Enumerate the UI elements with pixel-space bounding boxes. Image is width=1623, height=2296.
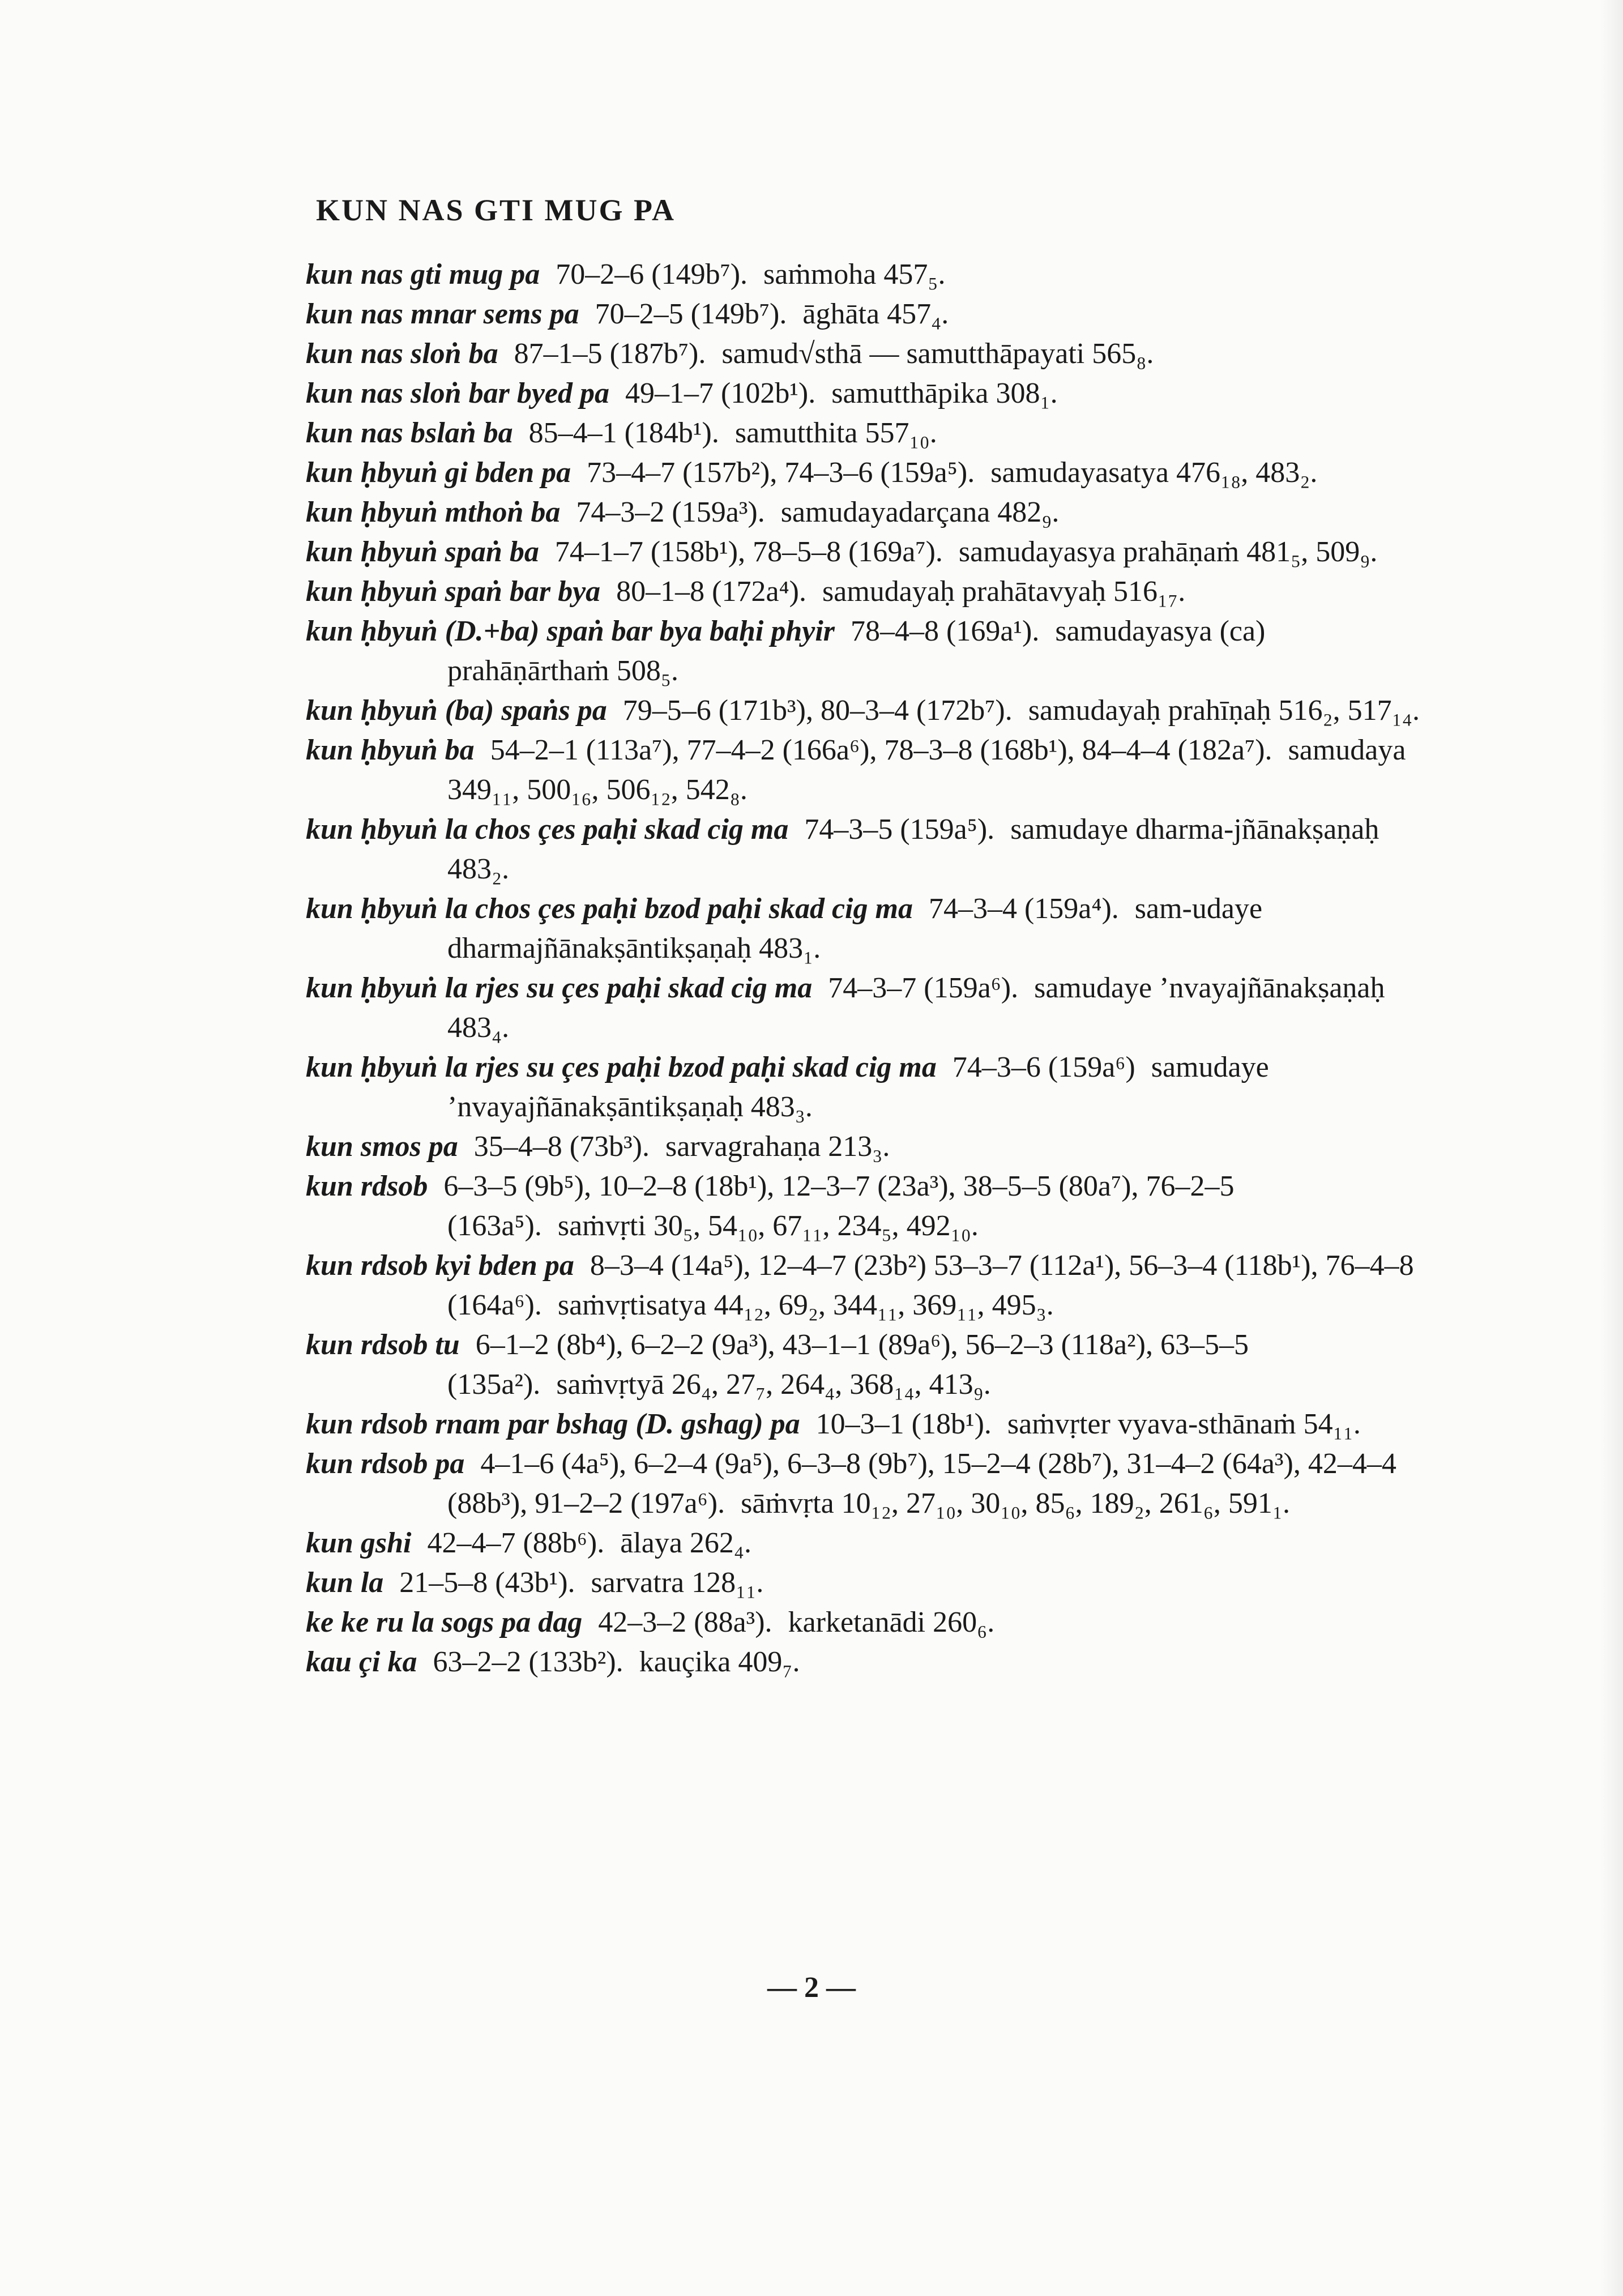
entry-sanskrit: sarvatra 128₁₁. xyxy=(591,1567,764,1599)
entry-references: 10–3–1 (18b¹). xyxy=(815,1408,992,1440)
entry-headword: kun rdsob pa xyxy=(306,1448,465,1480)
entry-headword: kun ḥbyuṅ la chos çes paḥi bzod paḥi skad cig ma xyxy=(306,893,913,925)
entry-references: 73–4–7 (157b²), 74–3–6 (159a⁵). xyxy=(587,456,975,489)
entry-references: 70–2–5 (149b⁷). xyxy=(595,298,787,330)
dictionary-entry xyxy=(306,374,1427,413)
entry-headword: kun ḥbyuṅ la rjes su çes paḥi bzod paḥi skad cig ma xyxy=(306,1051,937,1083)
entry-sanskrit: saṁvṛter vyava-sthānaṁ 54₁₁. xyxy=(1007,1408,1361,1440)
entry-references: 21–5–8 (43b¹). xyxy=(399,1567,575,1599)
entry-references: 74–3–5 (159a⁵). xyxy=(804,813,995,846)
entry-references: 74–3–4 (159a⁴). xyxy=(928,893,1119,925)
entry-sanskrit: saṁvṛti 30₅, 54₁₀, 67₁₁, 234₅, 492₁₀. xyxy=(557,1210,979,1242)
entry-sanskrit: samudaye ’nvayajñānakṣaṇaḥ 483₄. xyxy=(447,972,1385,1044)
dictionary-entry xyxy=(306,1405,1427,1444)
entry-references: 42–3–2 (88a³). xyxy=(598,1606,772,1638)
dictionary-entry xyxy=(306,453,1427,493)
dictionary-entry xyxy=(306,413,1427,453)
entry-references: 74–3–2 (159a³). xyxy=(576,496,765,528)
entry-sanskrit: samudayadarçana 482₉. xyxy=(780,496,1060,528)
dictionary-entry xyxy=(306,731,1427,810)
page-number: — 2 — xyxy=(767,1971,856,2004)
entry-headword: kun ḥbyuṅ (ba) spaṅs pa xyxy=(306,694,607,727)
entry-references: 6–1–2 (8b⁴), 6–2–2 (9a³), 43–1–1 (89a⁶), 56–2–3 (118a²), 63–5–5 (135a²). xyxy=(447,1329,1249,1401)
entry-sanskrit: āghāta 457₄. xyxy=(802,298,949,330)
entry-references: 54–2–1 (113a⁷), 77–4–2 (166a⁶), 78–3–8 (168b¹), 84–4–4 (182a⁷). xyxy=(490,734,1272,766)
entry-sanskrit: saṁvṛtisatya 44₁₂, 69₂, 344₁₁, 369₁₁, 495₃. xyxy=(557,1289,1054,1321)
entry-headword: kun rdsob rnam par bshag (D. gshag) pa xyxy=(306,1408,800,1440)
entry-headword: kun rdsob kyi bden pa xyxy=(306,1249,574,1282)
dictionary-entry xyxy=(306,691,1427,731)
entry-references: 74–1–7 (158b¹), 78–5–8 (169a⁷). xyxy=(554,536,943,568)
entry-sanskrit: samudayaḥ prahīṇaḥ 516₂, 517₁₄. xyxy=(1028,694,1420,727)
entry-sanskrit: samudaya 349₁₁, 500₁₆, 506₁₂, 542₈. xyxy=(447,734,1406,806)
entry-headword: kau çi ka xyxy=(306,1646,417,1678)
entry-headword: kun ḥbyuṅ (D.+ba) spaṅ bar bya baḥi phyir xyxy=(306,615,835,647)
entry-references: 80–1–8 (172a⁴). xyxy=(616,575,806,608)
entry-sanskrit: samudayaḥ prahātavyaḥ 516₁₇. xyxy=(822,575,1186,608)
entry-headword: kun ḥbyuṅ la rjes su çes paḥi skad cig ma xyxy=(306,972,813,1004)
entry-sanskrit: samutthita 557₁₀. xyxy=(734,417,937,449)
dictionary-entry xyxy=(306,968,1427,1048)
dictionary-entry xyxy=(306,1523,1427,1563)
entry-references: 63–2–2 (133b²). xyxy=(433,1646,623,1678)
entry-sanskrit: samudayasatya 476₁₈, 483₂. xyxy=(990,456,1318,489)
entry-sanskrit: samudaye dharma-jñānakṣaṇaḥ 483₂. xyxy=(447,813,1379,885)
entry-headword: kun ḥbyuṅ spaṅ bar bya xyxy=(306,575,601,608)
dictionary-entry xyxy=(306,1127,1427,1167)
entry-references: 74–3–6 (159a⁶) xyxy=(952,1051,1135,1083)
entry-sanskrit: samudaye ’nvayajñānakṣāntikṣaṇaḥ 483₃. xyxy=(447,1051,1269,1123)
entry-headword: kun rdsob xyxy=(306,1170,428,1202)
dictionary-entry xyxy=(306,810,1427,889)
entry-references: 42–4–7 (88b⁶). xyxy=(427,1527,605,1559)
entry-references: 79–5–6 (171b³), 80–3–4 (172b⁷). xyxy=(622,694,1013,727)
entry-sanskrit: samud√sthā — samutthāpayati 565₈. xyxy=(721,338,1154,370)
dictionary-entry xyxy=(306,1642,1427,1682)
dictionary-entry xyxy=(306,1167,1427,1246)
entry-references: 8–3–4 (14a⁵), 12–4–7 (23b²) 53–3–7 (112a¹), 56–3–4 (118b¹), 76–4–8 (164a⁶). xyxy=(447,1249,1414,1321)
entry-sanskrit: sāṁvṛta 10₁₂, 27₁₀, 30₁₀, 85₆, 189₂, 261₆, 591₁. xyxy=(741,1487,1290,1520)
dictionary-entry xyxy=(306,1246,1427,1325)
entry-headword: kun nas bslaṅ ba xyxy=(306,417,513,449)
dictionary-entry xyxy=(306,889,1427,968)
entry-references: 85–4–1 (184b¹). xyxy=(528,417,719,449)
entry-headword: kun smos pa xyxy=(306,1130,458,1163)
entry-references: 49–1–7 (102b¹). xyxy=(625,377,816,409)
dictionary-entry xyxy=(306,572,1427,612)
entry-headword: kun ḥbyuṅ ba xyxy=(306,734,475,766)
entry-headword: kun rdsob tu xyxy=(306,1329,460,1361)
entry-sanskrit: samutthāpika 308₁. xyxy=(831,377,1058,409)
dictionary-entry xyxy=(306,532,1427,572)
entry-headword: kun ḥbyuṅ la chos çes paḥi skad cig ma xyxy=(306,813,789,846)
entry-sanskrit: saṁmoha 457₅. xyxy=(763,258,946,291)
entry-references: 87–1–5 (187b⁷). xyxy=(514,338,706,370)
dictionary-entry xyxy=(306,612,1427,691)
dictionary-entry xyxy=(306,1048,1427,1127)
dictionary-entry xyxy=(306,334,1427,374)
entry-headword: kun gshi xyxy=(306,1527,412,1559)
entry-references: 35–4–8 (73b³). xyxy=(473,1130,650,1163)
dictionary-entry xyxy=(306,255,1427,295)
entry-sanskrit: karketanādi 260₆. xyxy=(788,1606,995,1638)
dictionary-entry xyxy=(306,1603,1427,1642)
entry-headword: kun ḥbyuṅ gi bden pa xyxy=(306,456,571,489)
entry-headword: kun ḥbyuṅ spaṅ ba xyxy=(306,536,539,568)
entry-sanskrit: saṁvṛtyā 26₄, 27₇, 264₄, 368₁₄, 413₉. xyxy=(556,1368,991,1401)
entry-headword: kun nas sloṅ ba xyxy=(306,338,498,370)
entry-sanskrit: samudayasya (ca) prahāṇārthaṁ 508₅. xyxy=(447,615,1266,687)
dictionary-entry xyxy=(306,1563,1427,1603)
entry-headword: ke ke ru la sogs pa dag xyxy=(306,1606,583,1638)
entry-sanskrit: sam-udaye dharmajñānakṣāntikṣaṇaḥ 483₁. xyxy=(447,893,1263,965)
entry-headword: kun ḥbyuṅ mthoṅ ba xyxy=(306,496,561,528)
entry-references: 74–3–7 (159a⁶). xyxy=(828,972,1019,1004)
entry-sanskrit: ālaya 262₄. xyxy=(620,1527,752,1559)
entry-references: 4–1–6 (4a⁵), 6–2–4 (9a⁵), 6–3–8 (9b⁷), 15–2–4 (28b⁷), 31–4–2 (64a³), 42–4–4 (88b³), 91–2–2 (197a⁶). xyxy=(447,1448,1396,1520)
scan-edge-shadow xyxy=(1600,0,1623,2296)
dictionary-entry xyxy=(306,493,1427,532)
entry-list xyxy=(306,255,1427,1682)
entry-sanskrit: sarvagrahaṇa 213₃. xyxy=(665,1130,890,1163)
dictionary-entry xyxy=(306,295,1427,334)
entry-sanskrit: samudayasya prahāṇaṁ 481₅, 509₉. xyxy=(958,536,1378,568)
dictionary-entry xyxy=(306,1444,1427,1523)
page-content xyxy=(306,193,1427,1682)
entry-headword: kun nas mnar sems pa xyxy=(306,298,579,330)
page-header: KUN NAS GTI MUG PA xyxy=(316,193,676,227)
entry-headword: kun nas gti mug pa xyxy=(306,258,540,291)
entry-sanskrit: kauçika 409₇. xyxy=(639,1646,800,1678)
entry-references: 78–4–8 (169a¹). xyxy=(851,615,1040,647)
dictionary-entry xyxy=(306,1325,1427,1405)
entry-references: 70–2–6 (149b⁷). xyxy=(556,258,748,291)
entry-headword: kun la xyxy=(306,1567,384,1599)
entry-references: 6–3–5 (9b⁵), 10–2–8 (18b¹), 12–3–7 (23a³), 38–5–5 (80a⁷), 76–2–5 (163a⁵). xyxy=(443,1170,1235,1242)
entry-headword: kun nas sloṅ bar byed pa xyxy=(306,377,609,409)
